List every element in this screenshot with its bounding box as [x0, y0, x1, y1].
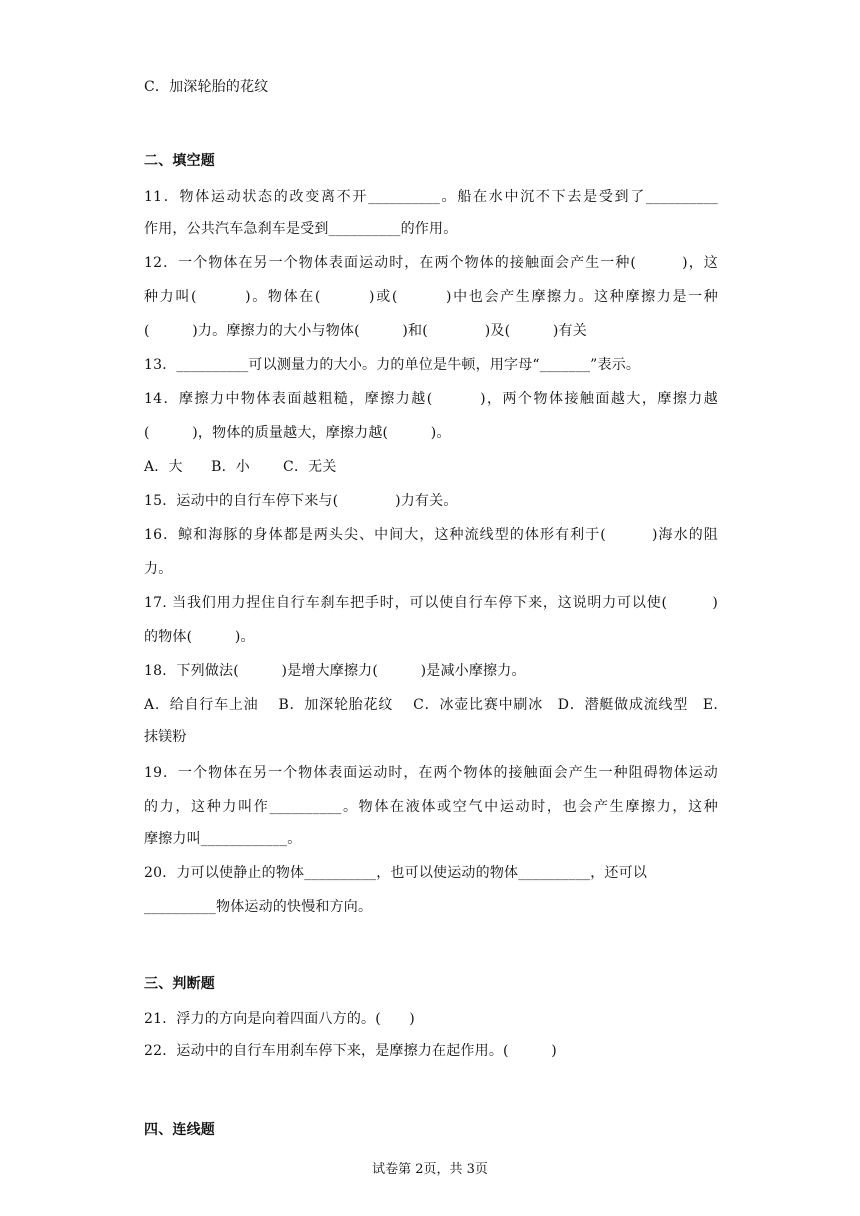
question-13: 13．__________可以测量力的大小。力的单位是牛顿，用字母“_______”表示。 [144, 357, 641, 373]
question-19-line-3: 摩擦力叫____________。 [144, 831, 302, 847]
question-19-line-1: 19．一个物体在另一个物体表面运动时，在两个物体的接触面会产生一种阻碍物体运动 [144, 765, 718, 781]
section-heading-matching: 四、连线题 [144, 1122, 215, 1138]
question-17-line-2: 的物体( )。 [144, 629, 255, 645]
question-20-line-2: __________物体运动的快慢和方向。 [144, 899, 373, 915]
question-11-line-2: 作用，公共汽车急刹车是受到__________的作用。 [144, 221, 458, 237]
question-16-line-1: 16．鲸和海豚的身体都是两头尖、中间大，这种流线型的体形有利于( )海水的阻 [144, 527, 718, 543]
question-19-line-2: 的力，这种力叫作__________。物体在液体或空气中运动时，也会产生摩擦力，这种 [144, 799, 718, 815]
page-footer: 试卷第 2页，共 3页 [372, 1162, 488, 1177]
section-heading-fill-in: 二、填空题 [144, 153, 215, 169]
question-20-line-1: 20．力可以使静止的物体__________，也可以使运动的物体__________，还可以 [144, 865, 648, 881]
question-12-line-2: 种力叫( )。物体在( )或( )中也会产生摩擦力。这种摩擦力是一种 [144, 289, 718, 305]
question-21: 21．浮力的方向是向着四面八方的。( ) [144, 1011, 415, 1027]
question-18-options: A．给自行车上油 B．加深轮胎花纹 C．冰壶比赛中刷冰 D．潜艇做成流线型 E. [144, 697, 718, 713]
question-14-line-1: 14．摩擦力中物体表面越粗糙，摩擦力越( )，两个物体接触面越大，摩擦力越 [144, 391, 718, 407]
question-18: 18．下列做法( )是增大摩擦力( )是减小摩擦力。 [144, 663, 526, 679]
question-12-line-3: ( )力。摩擦力的大小与物体( )和( )及( )有关 [144, 323, 587, 339]
question-15: 15．运动中的自行车停下来与( )力有关。 [144, 493, 458, 509]
question-18-options-cont: 抹镁粉 [144, 729, 187, 745]
question-14-options: A．大 B．小 C．无关 [144, 459, 337, 475]
question-17-line-1: 17. 当我们用力捏住自行车刹车把手时，可以使自行车停下来，这说明力可以使( ) [144, 595, 718, 611]
section-heading-true-false: 三、判断题 [144, 976, 215, 992]
question-16-line-2: 力。 [144, 561, 173, 577]
question-11-line-1: 11．物体运动状态的改变离不开__________。船在水中沉不下去是受到了__________ [144, 189, 718, 205]
question-22: 22．运动中的自行车用刹车停下来，是摩擦力在起作用。( ) [144, 1043, 557, 1059]
question-14-line-2: ( )，物体的质量越大，摩擦力越( )。 [144, 425, 451, 441]
question-12-line-1: 12．一个物体在另一个物体表面运动时，在两个物体的接触面会产生一种( )，这 [144, 255, 718, 271]
option-c-deepen-tire-pattern: C．加深轮胎的花纹 [144, 79, 269, 95]
